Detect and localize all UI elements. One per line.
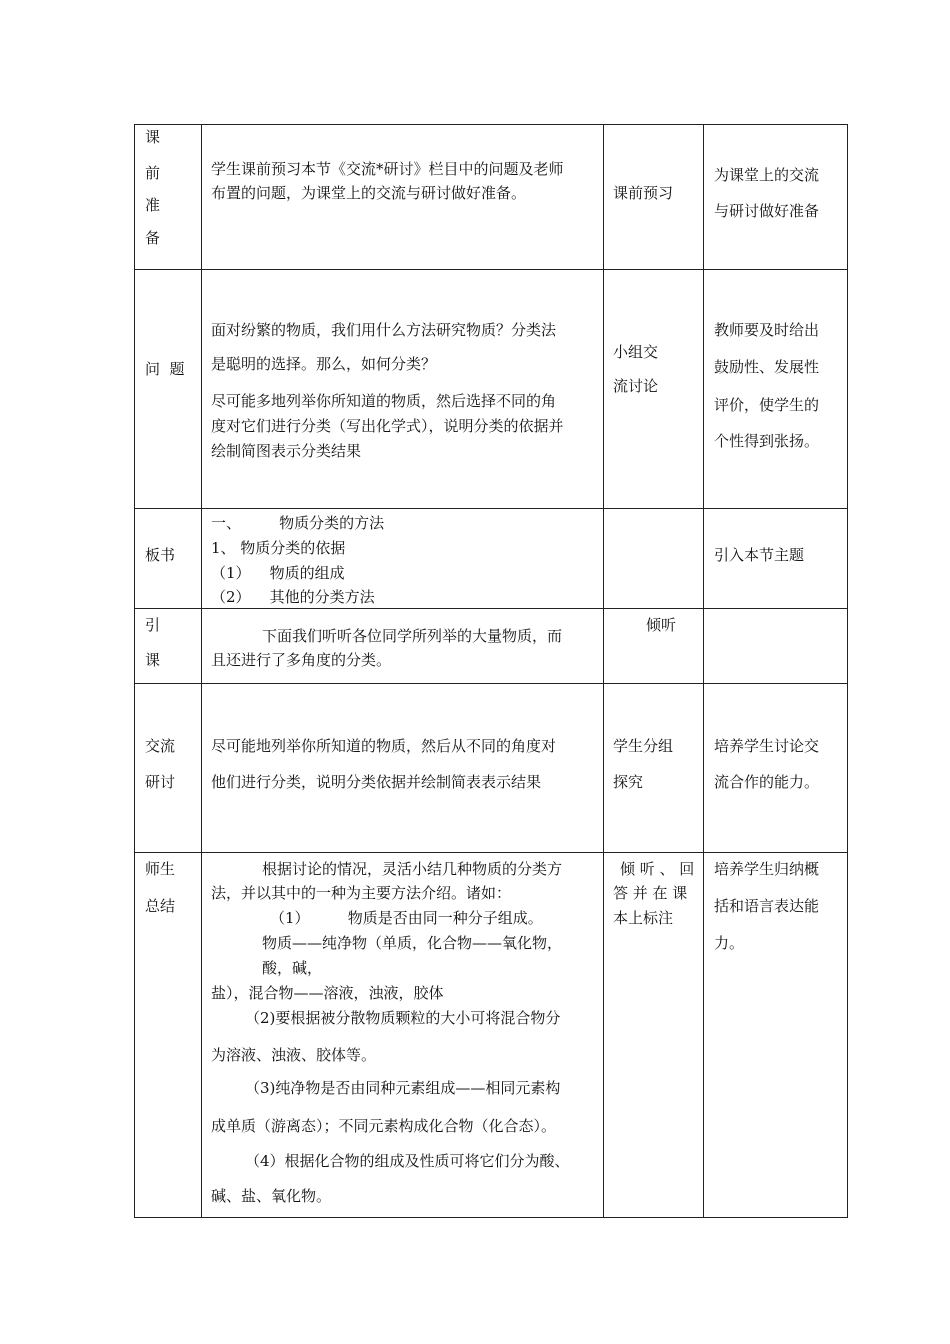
- content-text: （1） 物质的组成: [211, 564, 345, 582]
- table-border-left: [134, 124, 135, 1218]
- content-text: 布置的问题，为课堂上的交流与研讨做好准备。: [211, 184, 527, 202]
- column-divider: [703, 124, 704, 1218]
- row-label: 板书: [145, 546, 176, 564]
- purpose-text: 流合作的能力。: [714, 773, 820, 791]
- content-text: 酸，碱，: [262, 959, 323, 977]
- activity-text: 小组交: [613, 343, 659, 361]
- table-border-top: [134, 124, 848, 125]
- row-label: 交流: [145, 737, 176, 755]
- content-text: （1） 物质是否由同一种分子组成。: [270, 909, 543, 927]
- row-label: 师生: [145, 860, 176, 878]
- content-text: 绘制简图表示分类结果: [211, 442, 362, 460]
- content-text: 盐），混合物——溶液，浊液，胶体: [211, 984, 444, 1002]
- purpose-text: 培养学生归纳概: [714, 860, 820, 878]
- row-label: 备: [145, 229, 161, 247]
- content-text: 面对纷繁的物质，我们用什么方法研究物质？分类法: [211, 321, 557, 339]
- purpose-text: 评价，使学生的: [714, 396, 820, 414]
- row-label: 问 题: [145, 360, 185, 378]
- row-label: 引: [145, 616, 161, 634]
- purpose-text: 培养学生讨论交: [714, 737, 820, 755]
- row-divider: [134, 269, 848, 270]
- column-divider: [603, 124, 604, 1218]
- content-text: 学生课前预习本节《交流*研讨》栏目中的问题及老师: [211, 160, 564, 178]
- row-divider: [134, 683, 848, 684]
- activity-text: 倾听: [646, 616, 677, 634]
- row-divider: [134, 608, 848, 609]
- table-border-bottom: [134, 1217, 848, 1218]
- row-label: 课: [145, 651, 161, 669]
- activity-text: 探究: [613, 773, 644, 791]
- purpose-text: 教师要及时给出: [714, 321, 820, 339]
- content-text: 一、 物质分类的方法: [211, 514, 385, 532]
- row-divider: [134, 508, 848, 509]
- activity-text: 流讨论: [613, 377, 659, 395]
- purpose-text: 为课堂上的交流: [714, 166, 820, 184]
- purpose-text: 个性得到张扬。: [714, 432, 820, 450]
- table-border-right: [847, 124, 848, 1218]
- content-text: 且还进行了多角度的分类。: [211, 651, 392, 669]
- row-divider: [134, 852, 848, 853]
- content-text: 为溶液、浊液、胶体等。: [211, 1046, 377, 1064]
- content-text: 1、 物质分类的依据: [211, 539, 346, 557]
- activity-text: 课前预习: [613, 184, 674, 202]
- row-label: 课: [145, 128, 161, 146]
- content-text: 是聪明的选择。那么，如何分类？: [211, 355, 437, 373]
- activity-text: 本上标注: [613, 909, 674, 927]
- content-text: 根据讨论的情况，灵活小结几种物质的分类方: [262, 860, 563, 878]
- activity-text: 倾 听 、 回: [620, 860, 695, 878]
- row-label: 前: [145, 164, 161, 182]
- row-label: 准: [145, 196, 161, 214]
- content-text: 法，并以其中的一种为主要方法介绍。诸如：: [211, 884, 512, 902]
- purpose-text: 鼓励性、发展性: [714, 358, 820, 376]
- content-text: （3)纯净物是否由同种元素组成——相同元素构: [245, 1079, 561, 1097]
- content-text: 度对它们进行分类（写出化学式），说明分类的依据并: [211, 417, 564, 435]
- column-divider: [201, 124, 202, 1218]
- purpose-text: 力。: [714, 934, 745, 952]
- content-text: （2） 其他的分类方法: [211, 588, 375, 606]
- content-text: 物质——纯净物（单质，化合物——氧化物，: [262, 934, 563, 952]
- content-text: 碱、盐、氧化物。: [211, 1187, 332, 1205]
- content-text: 尽可能多地列举你所知道的物质，然后选择不同的角: [211, 392, 557, 410]
- activity-text: 答 并 在 课: [613, 884, 688, 902]
- purpose-text: 引入本节主题: [714, 546, 805, 564]
- content-text: 他们进行分类，说明分类依据并绘制简表表示结果: [211, 773, 542, 791]
- purpose-text: 括和语言表达能: [714, 897, 820, 915]
- activity-text: 学生分组: [613, 737, 674, 755]
- content-text: 下面我们听听各位同学所列举的大量物质，而: [262, 627, 563, 645]
- row-label: 总结: [145, 897, 176, 915]
- content-text: （4）根据化合物的组成及性质可将它们分为酸、: [245, 1152, 570, 1170]
- content-text: 尽可能地列举你所知道的物质，然后从不同的角度对: [211, 737, 557, 755]
- purpose-text: 与研讨做好准备: [714, 202, 820, 220]
- row-label: 研讨: [145, 773, 176, 791]
- content-text: 成单质（游离态）；不同元素构成化合物（化合态）。: [211, 1117, 557, 1135]
- content-text: （2)要根据被分散物质颗粒的大小可将混合物分: [245, 1009, 561, 1027]
